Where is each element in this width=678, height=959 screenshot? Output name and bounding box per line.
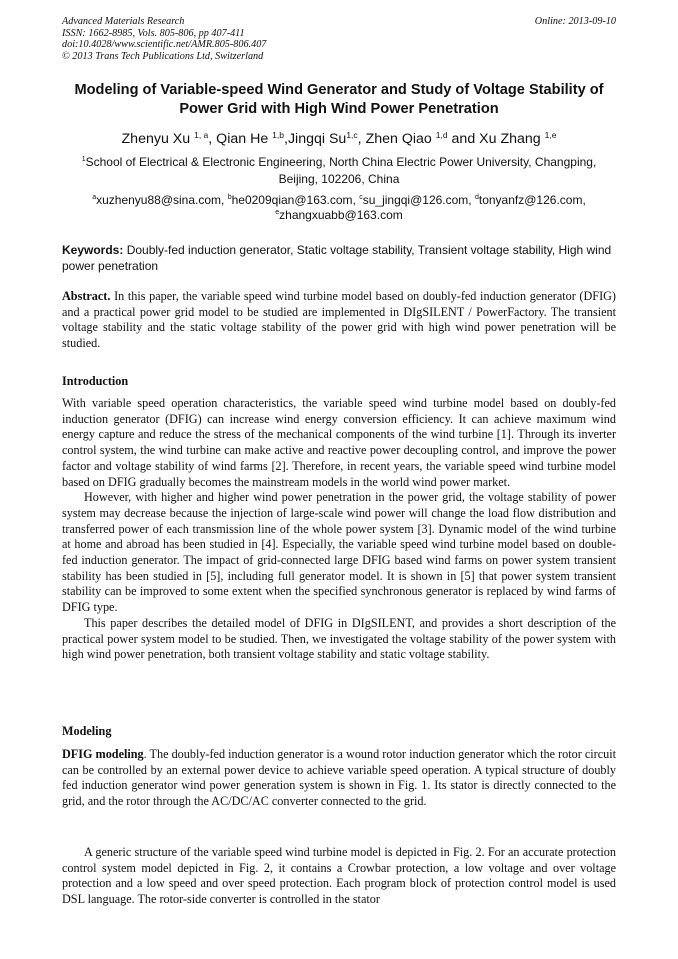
subsection-label: DFIG modeling xyxy=(62,747,144,761)
abstract-text: In this paper, the variable speed wind turbine model based on doubly-fed induction generator (DFIG) and a practical power grid model to be studied are implemented in DIgSILENT / PowerFactory. The transient voltage stability and the static voltage stability of the power grid with high wind power penetration will be studied. xyxy=(62,289,616,351)
abstract xyxy=(62,289,616,352)
copyright-line: © 2013 Trans Tech Publications Ltd, Switzerland xyxy=(62,50,264,62)
paper-title: Modeling of Variable-speed Wind Generator and Study of Voltage Stability of Power Grid with High Wind Power Penetration xyxy=(74,82,604,117)
author: Xu Zhang $^{1,e}$ xyxy=(479,130,557,147)
paragraph: A generic structure of the variable speed wind turbine model is depicted in Fig. 2. For an accurate protection control system model depicted in Fig. 2, it contains a Crowbar protection, a low voltage and over voltage protection and a low speed and over speed protection. Each program block of protection control model is used DSL language. The rotor-side converter is controlled in the stator xyxy=(62,845,616,907)
author: Jingqi Su$^{1,c}$, xyxy=(287,130,366,147)
affiliation: $^1$School of Electrical & Electronic Engineering, North China Electric Power University, Changping, Beijing, 102206, China xyxy=(81,155,597,186)
email[interactable]: $^b$he0209qian@163.com, xyxy=(227,193,360,207)
author: Qian He $^{1,b}$, xyxy=(216,130,288,147)
paragraph: With variable speed operation characteristics, the variable speed wind turbine model based on doubly-fed induction generator (DFIG) can increase wind energy conversion efficiency. It can achieve maximum wind energy capture and reduce the stress of the mechanical components of the wind turbine [1]. Through its inverter control system, the wind turbine can make active and reactive power decoupling control, and improve the power factor and voltage stability of wind farms [2]. Therefore, in recent years, the variable speed wind turbine model based on DFIG gradually becomes the mainstream models in the world wind power market. xyxy=(62,396,616,489)
email[interactable]: $^e$zhangxuabb@163.com xyxy=(275,207,403,222)
author-emails xyxy=(62,193,616,222)
keywords-text: Doubly-fed induction generator, Static voltage stability, Transient voltage stability, High wind power penetration xyxy=(62,243,612,273)
section-heading-modeling: Modeling xyxy=(62,724,112,738)
online-date: Online: 2013-09-10 xyxy=(534,16,616,27)
paragraph: This paper describes the detailed model of DFIG in DIgSILENT, and provides a short description of the practical power system model to be studied. Then, we investigated the voltage stability of the power system with high wind power penetration, both transient voltage stability and static voltage stability. xyxy=(62,615,616,662)
email[interactable]: $^a$xuzhenyu88@sina.com, xyxy=(92,193,228,207)
author: Zhen Qiao $^{1,d}$ and xyxy=(365,130,480,147)
modeling-body-continued xyxy=(62,845,616,908)
author-list xyxy=(62,130,616,148)
keywords-label: Keywords: xyxy=(62,243,124,257)
journal-name: Advanced Materials Research xyxy=(62,16,185,27)
introduction-body xyxy=(62,396,616,663)
abstract-label: Abstract. xyxy=(62,289,111,303)
email[interactable]: $^d$tonyanfz@126.com, xyxy=(474,193,586,207)
keywords xyxy=(62,242,616,274)
email[interactable]: $^c$su_jingqi@126.com, xyxy=(359,193,475,207)
section-heading-introduction: Introduction xyxy=(62,374,129,388)
issn-line: ISSN: 1662-8985, Vols. 805-806, pp 407-411 xyxy=(62,27,245,39)
modeling-body xyxy=(62,747,616,810)
doi-line: doi:10.4028/www.scientific.net/AMR.805-806.407 xyxy=(62,39,267,50)
author: Zhenyu Xu $^{1, a}$, xyxy=(121,130,217,147)
journal-header xyxy=(62,16,266,62)
paragraph: . The doubly-fed induction generator is a wound rotor induction generator which the rotor circuit can be controlled by an external power device to achieve variable speed operation. A typical structure of doubly fed induction generator wind power generation system is shown in Fig. 1. Its stator is directly connected to the grid, and the rotor through the AC/DC/AC converter connected to the grid. xyxy=(62,747,617,809)
paragraph: However, with higher and higher wind power penetration in the power grid, the voltage stability of power system may decrease because the injection of large-scale wind power will change the load flow distribution and transferred power of each transmission line of the whole power system [3]. Dynamic model of the wind turbine at home and abroad has been studied in [4]. Especially, the variable speed wind turbine model based on double-fed induction generator. The impact of grid-connected large DFIG based wind farms on power system transient stability has been studied in [5], including full generator model. It is shown in [5] that power system transient stability can be improved to some extent when the specified synchronous generator is replaced by wind farms of DFIG type. xyxy=(62,490,616,615)
